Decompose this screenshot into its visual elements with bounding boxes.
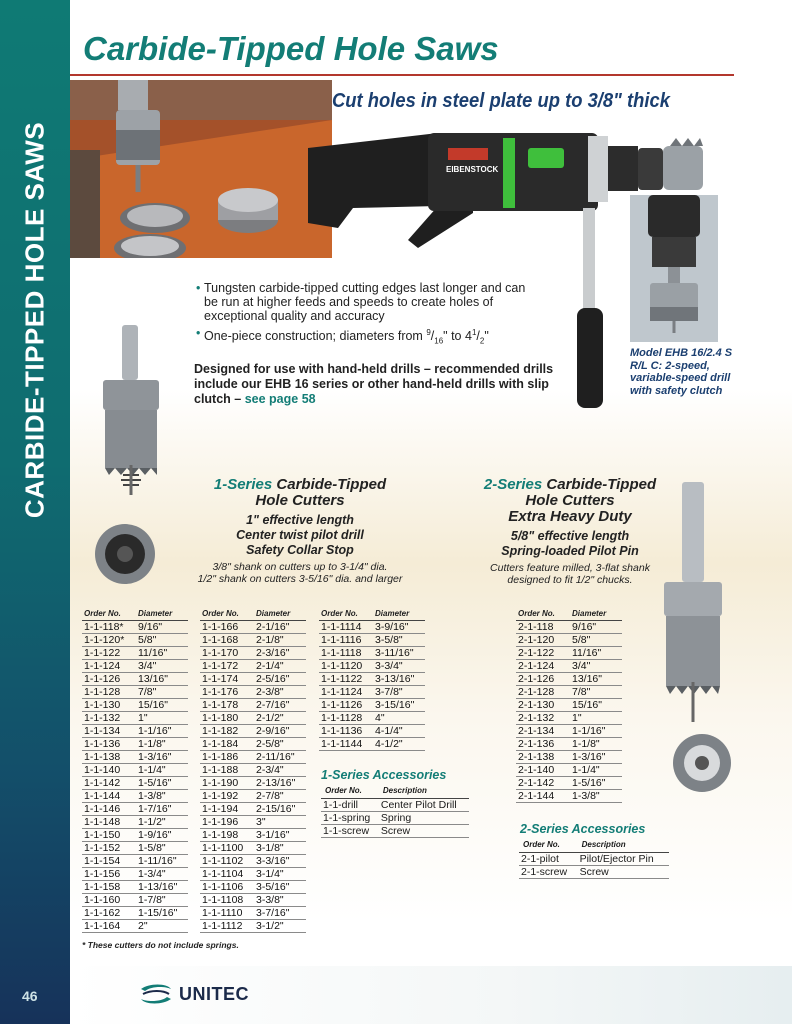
order-number-cell: 1-1-1126 xyxy=(319,699,373,712)
table-row xyxy=(319,699,425,712)
order-number-cell: 1-1-186 xyxy=(200,751,254,764)
diameter-cell: 1-5/8" xyxy=(136,842,188,855)
diameter-cell: 1-3/8" xyxy=(570,790,622,803)
table-row xyxy=(319,725,425,738)
model-caption: Model EHB 16/2.4 S R/L C: 2-speed, variable-speed drill with safety clutch xyxy=(630,347,733,397)
column-header-order: Order No. xyxy=(519,840,578,853)
series-1-table-b xyxy=(200,609,306,933)
feature-bullet-2: • One-piece construction; diameters from $^9/_{16}$" to $4^1/_2$" xyxy=(196,326,526,349)
diameter-cell: 1-3/16" xyxy=(136,751,188,764)
diameter-cell: 2-1/8" xyxy=(254,634,306,647)
column-header-diameter: Diameter xyxy=(373,609,425,621)
footnote: * These cutters do not include springs. xyxy=(82,940,239,950)
order-number-cell: 1-1-168 xyxy=(200,634,254,647)
order-number-cell: 1-1-142 xyxy=(82,777,136,790)
order-number-cell: 2-1-screw xyxy=(519,866,578,879)
description-cell: Spring xyxy=(379,812,469,825)
diameter-cell: 2-3/8" xyxy=(254,686,306,699)
table-row xyxy=(319,686,425,699)
1-series-cutter-image xyxy=(95,325,170,495)
table-row xyxy=(82,803,188,816)
series-1-accessories-table xyxy=(321,786,469,838)
table-row xyxy=(82,699,188,712)
diameter-cell: 4" xyxy=(373,712,425,725)
diameter-cell: 3/4" xyxy=(570,660,622,673)
table-row xyxy=(516,621,622,634)
diameter-cell: 1-11/16" xyxy=(136,855,188,868)
column-header-order: Order No. xyxy=(200,609,254,621)
diameter-cell: 3-5/16" xyxy=(254,881,306,894)
order-number-cell: 1-1-154 xyxy=(82,855,136,868)
order-number-cell: 2-1-136 xyxy=(516,738,570,751)
order-number-cell: 1-1-1124 xyxy=(319,686,373,699)
title-rule xyxy=(70,74,734,76)
page-number: 46 xyxy=(22,988,38,1004)
diameter-cell: 3-1/8" xyxy=(254,842,306,855)
series-2-accessories-title: 2-Series Accessories xyxy=(520,822,646,836)
table-row xyxy=(516,699,622,712)
diameter-cell: 5/8" xyxy=(136,634,188,647)
order-number-cell: 1-1-1128 xyxy=(319,712,373,725)
order-number-cell: 1-1-146 xyxy=(82,803,136,816)
table-row xyxy=(200,764,306,777)
series-2-heading: 2-Series Carbide-Tipped Hole Cutters Extra Heavy Duty 5/8" effective length Spring-loaded Pilot Pin Cutters feature milled, 3-flat shank designed to fit 1/2" chucks. xyxy=(483,476,657,586)
table-row xyxy=(200,751,306,764)
diameter-cell: 2-7/8" xyxy=(254,790,306,803)
order-number-cell: 1-1-164 xyxy=(82,920,136,933)
diameter-cell: 1" xyxy=(570,712,622,725)
table-row xyxy=(200,621,306,634)
diameter-cell: 13/16" xyxy=(136,673,188,686)
order-number-cell: 1-1-120* xyxy=(82,634,136,647)
description-cell: Pilot/Ejector Pin xyxy=(578,853,669,866)
table-row xyxy=(200,634,306,647)
diameter-cell: 5/8" xyxy=(570,634,622,647)
table-row xyxy=(200,894,306,907)
order-number-cell: 1-1-spring xyxy=(321,812,379,825)
diameter-cell: 1-7/16" xyxy=(136,803,188,816)
order-number-cell: 2-1-118 xyxy=(516,621,570,634)
table-row xyxy=(82,829,188,842)
diameter-cell: 2-3/16" xyxy=(254,647,306,660)
order-number-cell: 2-1-122 xyxy=(516,647,570,660)
column-header-order: Order No. xyxy=(319,609,373,621)
table-row xyxy=(82,660,188,673)
diameter-cell: 4-1/4" xyxy=(373,725,425,738)
diameter-cell: 2-7/16" xyxy=(254,699,306,712)
diameter-cell: 3-3/4" xyxy=(373,660,425,673)
diameter-cell: 2-5/8" xyxy=(254,738,306,751)
diameter-cell: 1-13/16" xyxy=(136,881,188,894)
series-1-table-a xyxy=(82,609,188,933)
diameter-cell: 1" xyxy=(136,712,188,725)
diameter-cell: 2-3/4" xyxy=(254,764,306,777)
order-number-cell: 2-1-120 xyxy=(516,634,570,647)
diameter-cell: 1-1/4" xyxy=(136,764,188,777)
chuck-inset-photo xyxy=(630,195,718,342)
description-cell: Screw xyxy=(379,825,469,838)
diameter-cell: 1-1/16" xyxy=(570,725,622,738)
column-header-diameter: Diameter xyxy=(136,609,188,621)
diameter-cell: 1-3/16" xyxy=(570,751,622,764)
column-header-order: Order No. xyxy=(516,609,570,621)
order-number-cell: 1-1-1102 xyxy=(200,855,254,868)
order-number-cell: 1-1-170 xyxy=(200,647,254,660)
order-number-cell: 1-1-1118 xyxy=(319,647,373,660)
order-number-cell: 1-1-122 xyxy=(82,647,136,660)
table-row xyxy=(82,751,188,764)
diameter-cell: 9/16" xyxy=(136,621,188,634)
table-row xyxy=(516,673,622,686)
table-row xyxy=(82,907,188,920)
order-number-cell: 1-1-drill xyxy=(321,799,379,812)
1-series-cutter-end-view xyxy=(90,520,160,588)
diameter-cell: 3-7/8" xyxy=(373,686,425,699)
series-1-heading: 1-Series Carbide-Tipped Hole Cutters 1" effective length Center twist pilot drill Safety Collar Stop 3/8" shank on cutters up to 3-1/4" dia. 1/2" shank on cutters 3-5/16" dia. and larger xyxy=(197,476,403,585)
table-row xyxy=(200,660,306,673)
diameter-cell: 1-1/4" xyxy=(570,764,622,777)
order-number-cell: 1-1-172 xyxy=(200,660,254,673)
order-number-cell: 1-1-1120 xyxy=(319,660,373,673)
table-row xyxy=(516,660,622,673)
diameter-cell: 3-7/16" xyxy=(254,907,306,920)
diameter-cell: 15/16" xyxy=(570,699,622,712)
order-number-cell: 1-1-1110 xyxy=(200,907,254,920)
column-header-description: Description xyxy=(578,840,669,853)
order-number-cell: 1-1-174 xyxy=(200,673,254,686)
sidebar-title: CARBIDE-TIPPED HOLE SAWS xyxy=(19,121,50,519)
order-number-cell: 1-1-166 xyxy=(200,621,254,634)
table-row xyxy=(200,920,306,933)
order-number-cell: 1-1-134 xyxy=(82,725,136,738)
table-row xyxy=(516,764,622,777)
order-number-cell: 2-1-144 xyxy=(516,790,570,803)
order-number-cell: 1-1-196 xyxy=(200,816,254,829)
diameter-cell: 2-9/16" xyxy=(254,725,306,738)
order-number-cell: 1-1-screw xyxy=(321,825,379,838)
table-row xyxy=(200,686,306,699)
order-number-cell: 1-1-162 xyxy=(82,907,136,920)
order-number-cell: 1-1-1116 xyxy=(319,634,373,647)
series-2-accessories-table xyxy=(519,840,669,879)
column-header-diameter: Diameter xyxy=(254,609,306,621)
table-row xyxy=(200,881,306,894)
table-row xyxy=(200,816,306,829)
order-number-cell: 1-1-124 xyxy=(82,660,136,673)
column-header-order: Order No. xyxy=(82,609,136,621)
column-header-diameter: Diameter xyxy=(570,609,622,621)
table-row xyxy=(516,712,622,725)
steel-plate-photo xyxy=(70,80,332,258)
diameter-cell: 1-3/8" xyxy=(136,790,188,803)
order-number-cell: 1-1-1106 xyxy=(200,881,254,894)
diameter-cell: 7/8" xyxy=(570,686,622,699)
order-number-cell: 1-1-144 xyxy=(82,790,136,803)
order-number-cell: 1-1-190 xyxy=(200,777,254,790)
table-row xyxy=(319,634,425,647)
order-number-cell: 1-1-148 xyxy=(82,816,136,829)
diameter-cell: 15/16" xyxy=(136,699,188,712)
table-row xyxy=(319,738,425,751)
order-number-cell: 2-1-124 xyxy=(516,660,570,673)
order-number-cell: 1-1-176 xyxy=(200,686,254,699)
order-number-cell: 1-1-184 xyxy=(200,738,254,751)
table-row xyxy=(516,647,622,660)
table-row xyxy=(82,855,188,868)
table-row xyxy=(82,738,188,751)
column-header-order: Order No. xyxy=(321,786,379,799)
unitec-logo xyxy=(137,983,249,1005)
diameter-cell: 1-7/8" xyxy=(136,894,188,907)
table-row xyxy=(200,842,306,855)
series-1-accessories-title: 1-Series Accessories xyxy=(321,768,447,782)
diameter-cell: 3-1/4" xyxy=(254,868,306,881)
table-row xyxy=(319,647,425,660)
series-1-table-c xyxy=(319,609,425,751)
diameter-cell: 1-9/16" xyxy=(136,829,188,842)
diameter-cell: 2-1/2" xyxy=(254,712,306,725)
diameter-cell: 1-1/16" xyxy=(136,725,188,738)
order-number-cell: 1-1-188 xyxy=(200,764,254,777)
table-row xyxy=(516,790,622,803)
diameter-cell: 2-5/16" xyxy=(254,673,306,686)
order-number-cell: 1-1-152 xyxy=(82,842,136,855)
diameter-cell: 2-1/4" xyxy=(254,660,306,673)
diameter-cell: 2" xyxy=(136,920,188,933)
order-number-cell: 1-1-192 xyxy=(200,790,254,803)
table-row xyxy=(82,842,188,855)
description-cell: Screw xyxy=(578,866,669,879)
table-row xyxy=(516,738,622,751)
diameter-cell: 3-9/16" xyxy=(373,621,425,634)
order-number-cell: 2-1-140 xyxy=(516,764,570,777)
order-number-cell: 2-1-130 xyxy=(516,699,570,712)
table-row xyxy=(200,777,306,790)
order-number-cell: 1-1-1144 xyxy=(319,738,373,751)
table-row xyxy=(82,634,188,647)
table-row xyxy=(319,660,425,673)
description-cell: Center Pilot Drill xyxy=(379,799,469,812)
order-number-cell: 2-1-134 xyxy=(516,725,570,738)
page-title: Carbide-Tipped Hole Saws xyxy=(83,30,499,67)
table-row xyxy=(200,647,306,660)
order-number-cell: 2-1-128 xyxy=(516,686,570,699)
table-row xyxy=(200,699,306,712)
table-row xyxy=(516,686,622,699)
table-row xyxy=(321,799,469,812)
table-row xyxy=(82,881,188,894)
brand-name: UNITEC xyxy=(179,983,249,1004)
table-row xyxy=(82,686,188,699)
diameter-cell: 1-1/2" xyxy=(136,816,188,829)
table-row xyxy=(200,790,306,803)
diameter-cell: 3/4" xyxy=(136,660,188,673)
order-number-cell: 1-1-128 xyxy=(82,686,136,699)
diameter-cell: 1-3/4" xyxy=(136,868,188,881)
order-number-cell: 1-1-194 xyxy=(200,803,254,816)
order-number-cell: 2-1-138 xyxy=(516,751,570,764)
table-row xyxy=(516,777,622,790)
diameter-cell: 4-1/2" xyxy=(373,738,425,751)
table-row xyxy=(82,673,188,686)
diameter-cell: 3-11/16" xyxy=(373,647,425,660)
table-row xyxy=(82,621,188,634)
diameter-cell: 11/16" xyxy=(136,647,188,660)
table-row xyxy=(200,673,306,686)
order-number-cell: 1-1-1122 xyxy=(319,673,373,686)
diameter-cell: 11/16" xyxy=(570,647,622,660)
table-row xyxy=(200,712,306,725)
order-number-cell: 1-1-132 xyxy=(82,712,136,725)
table-row xyxy=(82,647,188,660)
unitec-swoosh-icon xyxy=(137,983,175,1005)
table-row xyxy=(319,712,425,725)
diameter-cell: 3-3/8" xyxy=(254,894,306,907)
series-2-table xyxy=(516,609,622,803)
order-number-cell: 1-1-160 xyxy=(82,894,136,907)
order-number-cell: 1-1-130 xyxy=(82,699,136,712)
diameter-cell: 2-1/16" xyxy=(254,621,306,634)
table-row xyxy=(82,725,188,738)
order-number-cell: 1-1-138 xyxy=(82,751,136,764)
table-row xyxy=(82,712,188,725)
table-row xyxy=(516,725,622,738)
diameter-cell: 2-15/16" xyxy=(254,803,306,816)
table-row xyxy=(516,634,622,647)
table-row xyxy=(82,920,188,933)
table-row xyxy=(82,790,188,803)
table-row xyxy=(82,868,188,881)
table-row xyxy=(82,777,188,790)
order-number-cell: 1-1-156 xyxy=(82,868,136,881)
table-row xyxy=(82,764,188,777)
diameter-cell: 1-1/8" xyxy=(570,738,622,751)
table-row xyxy=(82,816,188,829)
page-subtitle: Cut holes in steel plate up to 3/8" thick xyxy=(332,90,670,112)
diameter-cell: 7/8" xyxy=(136,686,188,699)
table-row xyxy=(321,825,469,838)
feature-list xyxy=(196,281,526,352)
order-number-cell: 1-1-118* xyxy=(82,621,136,634)
diameter-cell: 1-5/16" xyxy=(570,777,622,790)
diameter-cell: 9/16" xyxy=(570,621,622,634)
order-number-cell: 2-1-142 xyxy=(516,777,570,790)
order-number-cell: 1-1-1104 xyxy=(200,868,254,881)
order-number-cell: 1-1-136 xyxy=(82,738,136,751)
table-row xyxy=(82,894,188,907)
diameter-cell: 13/16" xyxy=(570,673,622,686)
order-number-cell: 2-1-132 xyxy=(516,712,570,725)
order-number-cell: 1-1-1108 xyxy=(200,894,254,907)
diameter-cell: 3-13/16" xyxy=(373,673,425,686)
order-number-cell: 1-1-158 xyxy=(82,881,136,894)
diameter-cell: 3-5/8" xyxy=(373,634,425,647)
order-number-cell: 1-1-178 xyxy=(200,699,254,712)
order-number-cell: 1-1-180 xyxy=(200,712,254,725)
2-series-cutter-image xyxy=(660,482,730,727)
order-number-cell: 1-1-140 xyxy=(82,764,136,777)
order-number-cell: 1-1-150 xyxy=(82,829,136,842)
order-number-cell: 1-1-198 xyxy=(200,829,254,842)
column-header-description: Description xyxy=(379,786,469,799)
feature-bullet-1: • Tungsten carbide-tipped cutting edges last longer and can be run at higher feeds and speeds to create holes of exceptional quality and accuracy xyxy=(196,281,526,323)
order-number-cell: 1-1-182 xyxy=(200,725,254,738)
diameter-cell: 3-1/2" xyxy=(254,920,306,933)
table-row xyxy=(200,738,306,751)
order-number-cell: 1-1-126 xyxy=(82,673,136,686)
diameter-cell: 1-15/16" xyxy=(136,907,188,920)
2-series-cutter-end-view xyxy=(668,730,736,796)
drill-green-band xyxy=(503,138,515,208)
diameter-cell: 3-3/16" xyxy=(254,855,306,868)
order-number-cell: 2-1-pilot xyxy=(519,853,578,866)
diameter-cell: 1-5/16" xyxy=(136,777,188,790)
table-row xyxy=(321,812,469,825)
diameter-cell: 1-1/8" xyxy=(136,738,188,751)
table-row xyxy=(319,621,425,634)
diameter-cell: 3-15/16" xyxy=(373,699,425,712)
drill-recommendation: Designed for use with hand-held drills – recommended drills include our EHB 16 series or other hand-held drills with slip clutch – see page 58 xyxy=(194,362,554,406)
table-row xyxy=(200,907,306,920)
table-row xyxy=(319,673,425,686)
order-number-cell: 1-1-1114 xyxy=(319,621,373,634)
see-page-link[interactable]: see page 58 xyxy=(244,392,316,406)
table-row xyxy=(200,855,306,868)
diameter-cell: 2-11/16" xyxy=(254,751,306,764)
table-row xyxy=(519,866,669,879)
diameter-cell: 2-13/16" xyxy=(254,777,306,790)
order-number-cell: 2-1-126 xyxy=(516,673,570,686)
order-number-cell: 1-1-1100 xyxy=(200,842,254,855)
diameter-cell: 3" xyxy=(254,816,306,829)
table-row xyxy=(200,829,306,842)
table-row xyxy=(519,853,669,866)
table-row xyxy=(200,803,306,816)
table-row xyxy=(200,868,306,881)
sidebar xyxy=(0,0,70,1024)
diameter-cell: 3-1/16" xyxy=(254,829,306,842)
table-row xyxy=(200,725,306,738)
order-number-cell: 1-1-1112 xyxy=(200,920,254,933)
drill-brand-label: EIBENSTOCK xyxy=(446,165,499,174)
table-row xyxy=(516,751,622,764)
order-number-cell: 1-1-1136 xyxy=(319,725,373,738)
